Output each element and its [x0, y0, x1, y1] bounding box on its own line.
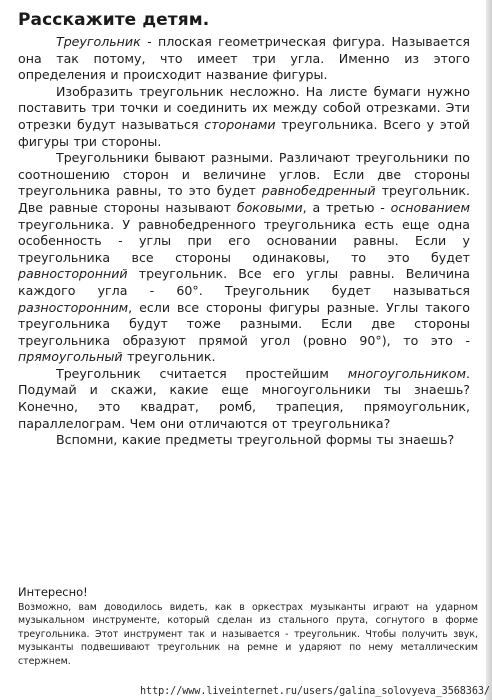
text-run: , если все стороны фигуры разные. Углы такого треугольника будут тоже разными. Если две стороны треугольника образуют прямой угол (ровно 90°), то это - [18, 299, 470, 348]
term-italic: многоугольником [347, 365, 466, 381]
text-run: . Подумай и скажи, какие еще многоугольники ты знаешь? Конечно, это квадрат, ромб, трапеция, прямоугольник, параллелограм. Чем они отличаются от треугольника? [18, 365, 470, 431]
text-run: треугольника. У равнобедренного треугольника есть еще одна особенность - углы при его основании равны. Если у треугольника все стороны одинаковы, то это будет [18, 216, 470, 265]
term-italic: основанием [390, 199, 471, 215]
text-run: треугольник. Все его углы равны. Величина каждого угла - 60°. Треугольник будет называться [18, 266, 470, 298]
article-title: Расскажите детям. [18, 10, 210, 30]
text-run: треугольник. Две равные стороны называют [18, 183, 471, 215]
term-italic: равнобедренный [261, 183, 376, 199]
paragraph [18, 432, 470, 449]
source-url: http://www.liveinternet.ru/users/galina_solovyeva_3568363/ [140, 686, 490, 697]
paragraph [18, 34, 470, 84]
paragraph [18, 150, 470, 366]
term-italic: боковыми [236, 199, 303, 215]
term-italic: Треугольник [56, 34, 141, 49]
page-edge [486, 0, 492, 700]
paragraph [18, 84, 470, 150]
text-run: Треугольник считается простейшим [56, 365, 348, 381]
term-italic: равносторонний [18, 266, 128, 282]
interesting-fact-box [18, 585, 478, 668]
text-run: Изобразить треугольник несложно. На листе бумаги нужно поставить три точки и соединить их между собой отрезками. Эти отрезки будут называться [18, 83, 470, 132]
text-run: Треугольники бывают разными. Различают треугольники по соотношению сторон и величине углов. Если две стороны треугольника равны, то это будет [18, 150, 470, 199]
text-run: треугольник. [122, 349, 216, 365]
text-run: треугольника. Всего у этой фигуры три стороны. [18, 116, 470, 149]
article [18, 10, 470, 449]
term-italic: сторонами [204, 116, 276, 132]
text-run: , а третью - [302, 199, 391, 215]
fact-text: Возможно, вам доводилось видеть, как в оркестрах музыканты играют на ударном музыкальном инструменте, который сделан из стального прута, согнутого в форме треугольника. Этот инструмент так и называется - треугольник. Чтобы получить звук, музыканты подвешивают треугольник на ремне и ударяют по нему металлическим стержнем. [18, 602, 478, 667]
text-run: Вспомни, какие предметы треугольной формы ты знаешь? [56, 432, 455, 448]
text-run: - плоская геометрическая фигура. Называется она так потому, что имеет три угла. Именно из этого определения и происходит название фигуры. [18, 34, 470, 83]
term-italic: прямоугольный [18, 349, 123, 365]
article-body [18, 34, 470, 449]
paragraph [18, 366, 470, 432]
fact-heading: Интересно! [18, 585, 88, 599]
term-italic: разносторонним [18, 299, 129, 315]
